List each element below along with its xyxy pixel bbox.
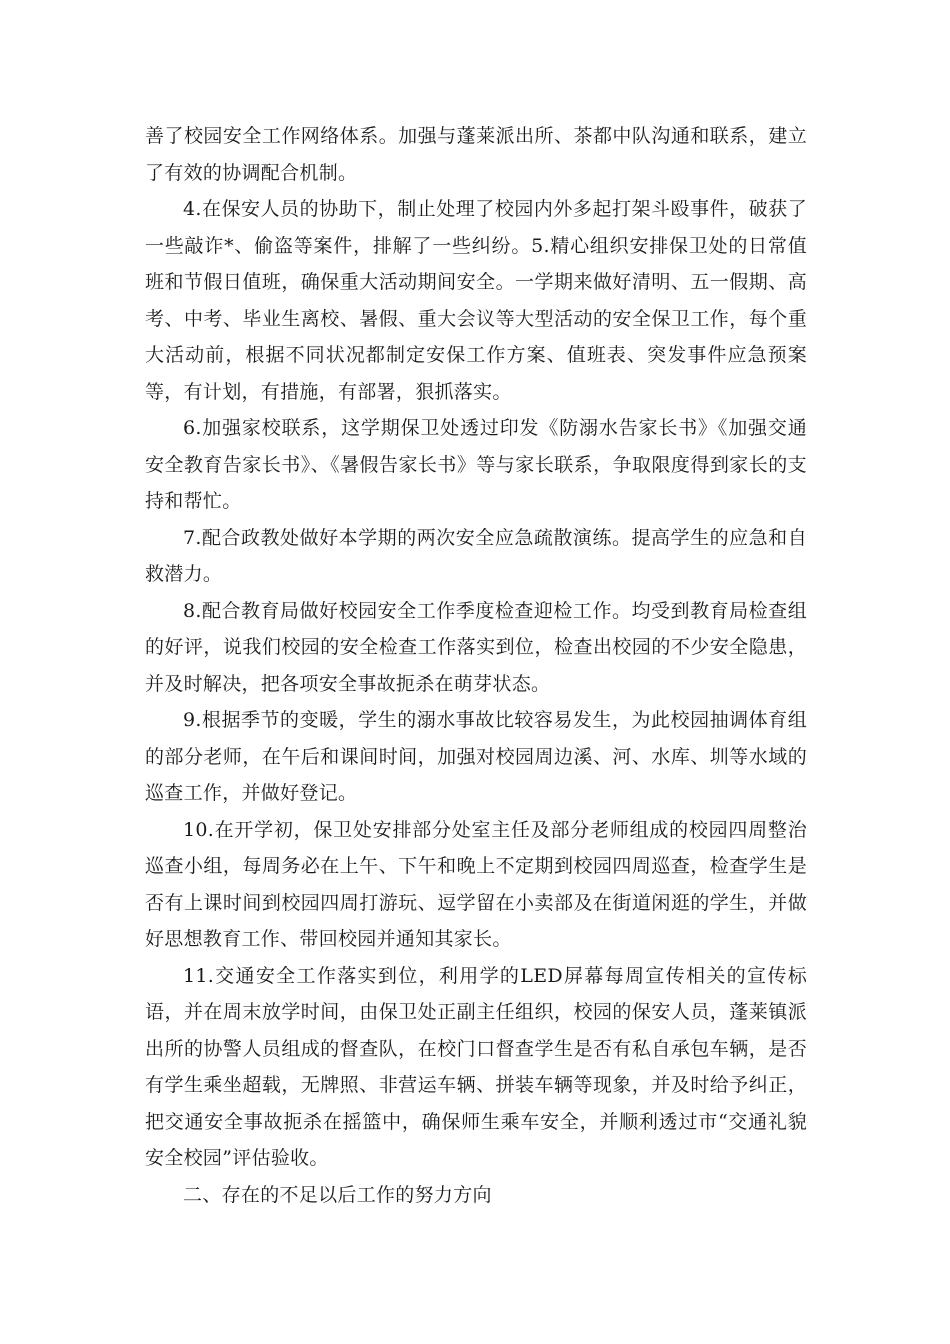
document-page xyxy=(145,118,807,1213)
paragraph-item-11: 11.交通安全工作落实到位，利用学的LED屏幕每周宣传相关的宣传标语，并在周末放学时间，由保卫处正副主任组织，校园的保安人员，蓬莱镇派出所的协警人员组成的督查队，在校门口督查学生是否有私自承包车辆，是否有学生乘坐超载，无牌照、非营运车辆、拼装车辆等现象，并及时给予纠正，把交通安全事故扼杀在摇篮中，确保师生乘车安全，并顺利透过市“交通礼貌安全校园”评估验收。 xyxy=(145,964,807,1169)
paragraph-item-7: 7.配合政教处做好本学期的两次安全应急疏散演练。提高学生的应急和自救潜力。 xyxy=(145,526,807,585)
section-heading: 二、存在的不足以后工作的努力方向 xyxy=(183,1183,492,1206)
paragraph-item-6: 6.加强家校联系，这学期保卫处透过印发《防溺水告家长书》《加强交通安全教育告家长书》、《暑假告家长书》等与家长联系，争取限度得到家长的支持和帮忙。 xyxy=(145,417,807,512)
paragraph-item-8: 8.配合教育局做好校园安全工作季度检查迎检工作。均受到教育局检查组的好评，说我们校园的安全检查工作落实到位，检查出校园的不少安全隐患，并及时解决，把各项安全事故扼杀在萌芽状态。 xyxy=(145,599,807,695)
paragraph-item-9: 9.根据季节的变暖，学生的溺水事故比较容易发生，为此校园抽调体育组的部分老师，在午后和课间时间，加强对校园周边溪、河、水库、圳等水域的巡查工作，并做好登记。 xyxy=(145,709,807,804)
paragraph-item-10: 10.在开学初，保卫处安排部分处室主任及部分老师组成的校园四周整治巡查小组，每周务必在上午、下午和晚上不定期到校园四周巡查，检查学生是否有上课时间到校园四周打游玩、逗学留在小卖部及在街道闲逛的学生，并做好思想教育工作、带回校园并通知其家长。 xyxy=(145,818,807,950)
paragraph-item-4-5: 4.在保安人员的协助下，制止处理了校园内外多起打架斗殴事件，破获了一些敲诈*、偷盗等案件，排解了一些纠纷。5.精心组织安排保卫处的日常值班和节假日值班，确保重大活动期间安全。一学期来做好清明、五一假期、高考、中考、毕业生离校、暑假、重大会议等大型活动的安全保卫工作，每个重大活动前，根据不同状况都制定安保工作方案、值班表、突发事件应急预案等，有计划，有措施，有部署，狠抓落实。 xyxy=(145,198,807,403)
paragraph-continuation: 善了校园安全工作网络体系。加强与蓬莱派出所、茶都中队沟通和联系，建立了有效的协调配合机制。 xyxy=(145,125,807,184)
